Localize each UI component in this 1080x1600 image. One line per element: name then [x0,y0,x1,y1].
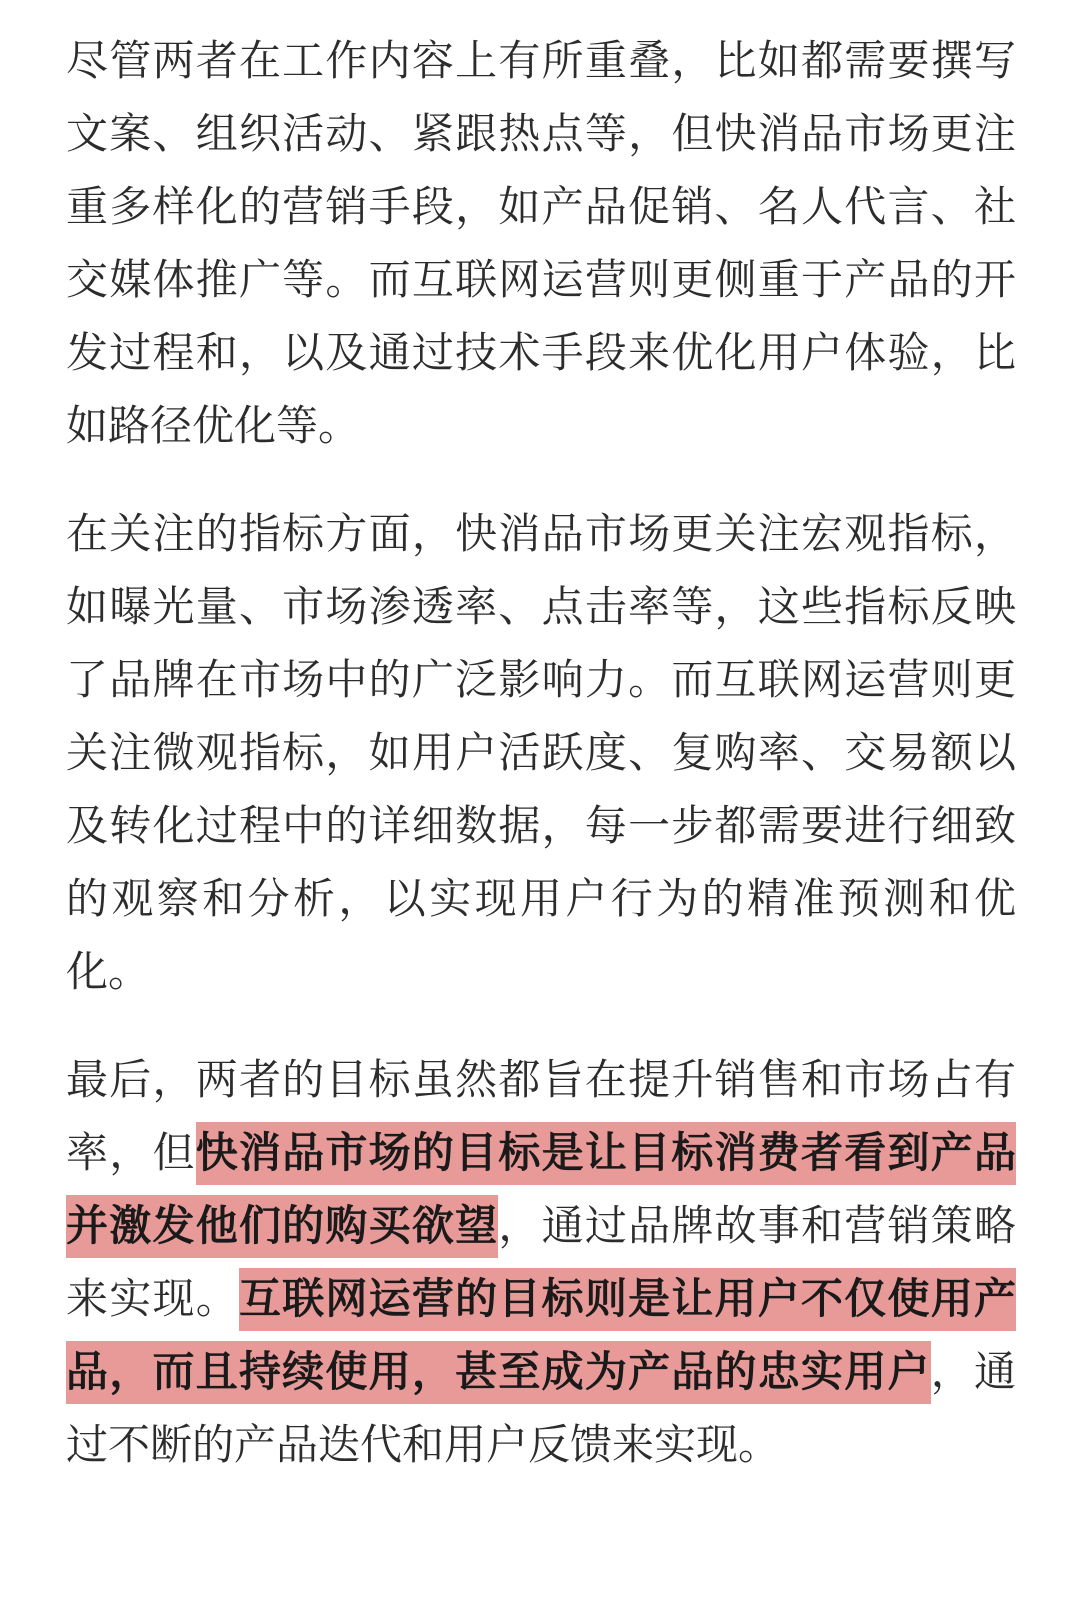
paragraph-text: 尽管两者在工作内容上有所重叠，比如都需要撰写文案、组织活动、紧跟热点等，但快消品市场更注重多样化的营销手段，如产品促销、名人代言、社交媒体推广等。而互联网运营则更侧重于产品的开发过程和，以及通过技术手段来优化用户体验，比如路径优化等。 [66,36,1016,450]
highlighted-text-fmcg-goal: 快消品市场的目标是让目标消费者看到产品并激发他们的购买欲望 [66,1122,1016,1258]
paragraph-text: ，通过不断的产品迭代和用户反馈来实现。 [66,1347,1016,1469]
paragraph-goals [66,1043,1016,1481]
highlighted-text-internet-ops-goal: 互联网运营的目标则是让用户不仅使用产品，而且持续使用，甚至成为产品的忠实用户 [66,1268,1016,1404]
article-body [66,24,1016,1481]
paragraph-metrics [66,497,1016,1008]
paragraph-text: 最后，两者的目标虽然都旨在提升销售和市场占有率，但 [66,1055,1016,1177]
paragraph-text: 在关注的指标方面，快消品市场更关注宏观指标，如曝光量、市场渗透率、点击率等，这些指标反映了品牌在市场中的广泛影响力。而互联网运营则更关注微观指标，如用户活跃度、复购率、交易额以及转化过程中的详细数据，每一步都需要进行细致的观察和分析，以实现用户行为的精准预测和优化。 [66,509,1016,996]
paragraph-text: ，通过品牌故事和营销策略来实现。 [66,1201,1016,1323]
paragraph-work-content [66,24,1016,462]
